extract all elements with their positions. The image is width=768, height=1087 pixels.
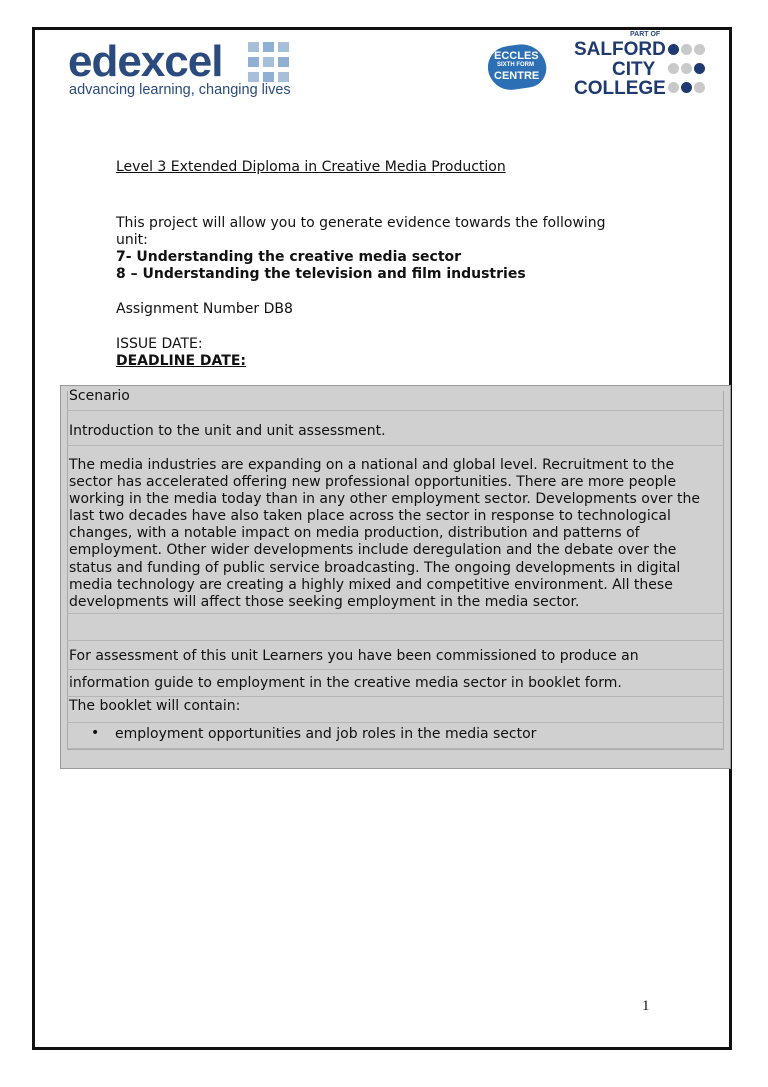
salford-part-of: PART OF: [630, 31, 661, 38]
paragraph-line: working in the media today than in any other employment sector. Developments over the: [69, 491, 700, 508]
intro-line1: This project will allow you to generate evidence towards the following: [116, 215, 606, 231]
scenario-heading: Scenario: [69, 388, 130, 404]
paragraph-line: last two decades have also taken place across the sector in response to technological: [69, 508, 671, 525]
salford-dot: [681, 63, 692, 74]
edexcel-logo: [68, 37, 293, 102]
rule: [67, 640, 724, 641]
rule: [67, 696, 724, 697]
paragraph-line: changes, with a notable impact on media production, distribution and patterns of: [69, 525, 640, 542]
rule: [67, 669, 724, 670]
paragraph-line: developments will affect those seeking employment in the media sector.: [69, 593, 580, 610]
salford-dot: [668, 63, 679, 74]
rule: [67, 613, 724, 614]
edexcel-grid-icon: [248, 42, 290, 82]
rule: [67, 722, 724, 723]
assessment-line1: For assessment of this unit Learners you have been commissioned to produce an: [69, 648, 639, 664]
scenario-intro: Introduction to the unit and unit assessment.: [69, 423, 386, 439]
intro-line2: unit:: [116, 232, 148, 248]
unit-8: 8 – Understanding the television and film industries: [116, 266, 526, 282]
salford-dot: [694, 82, 705, 93]
edexcel-tagline: advancing learning, changing lives: [69, 82, 291, 98]
assessment-line2: information guide to employment in the creative media sector in booklet form.: [69, 675, 622, 691]
bullet-icon: •: [91, 725, 100, 741]
paragraph-line: status and funding of public service broadcasting. The ongoing developments in digital: [69, 559, 681, 576]
unit-7: 7- Understanding the creative media sector: [116, 249, 462, 265]
paragraph-line: media technology are creating a highly mixed and competitive environment. All these: [69, 576, 673, 593]
assignment-number: Assignment Number DB8: [116, 301, 293, 317]
salford-dot: [681, 44, 692, 55]
salford-dot: [681, 82, 692, 93]
eccles-logo-line2: SIXTH FORM: [497, 62, 534, 68]
salford-line3: COLLEGE: [574, 78, 666, 99]
salford-city-college-logo: [574, 31, 704, 97]
edexcel-wordmark: edexcel: [68, 37, 223, 86]
booklet-intro: The booklet will contain:: [69, 698, 241, 714]
paragraph-line: employment. Other wider developments include deregulation and the debate over the: [69, 542, 677, 559]
scenario-paragraph: [69, 457, 719, 611]
eccles-logo-line1: ECCLES: [494, 50, 539, 62]
salford-dot: [668, 82, 679, 93]
course-title: Level 3 Extended Diploma in Creative Media Production: [116, 159, 506, 175]
salford-dot: [694, 44, 705, 55]
page-number: 1: [642, 998, 650, 1014]
eccles-centre-logo: [488, 45, 550, 91]
rule: [67, 445, 724, 446]
paragraph-line: sector has accelerated offering new professional opportunities. There are more people: [69, 474, 677, 491]
rule: [67, 410, 724, 411]
salford-line2: CITY: [612, 59, 656, 80]
salford-line1: SALFORD: [574, 39, 666, 60]
salford-dot: [668, 44, 679, 55]
paragraph-line: The media industries are expanding on a national and global level. Recruitment to the: [69, 457, 675, 473]
deadline-date-label: DEADLINE DATE:: [116, 353, 247, 369]
bullet-item-1: employment opportunities and job roles in the media sector: [115, 726, 537, 742]
issue-date-label: ISSUE DATE:: [116, 336, 203, 352]
scenario-box: [60, 385, 731, 769]
rule: [67, 748, 724, 749]
eccles-logo-line3: CENTRE: [494, 70, 540, 82]
salford-dot: [694, 63, 705, 74]
